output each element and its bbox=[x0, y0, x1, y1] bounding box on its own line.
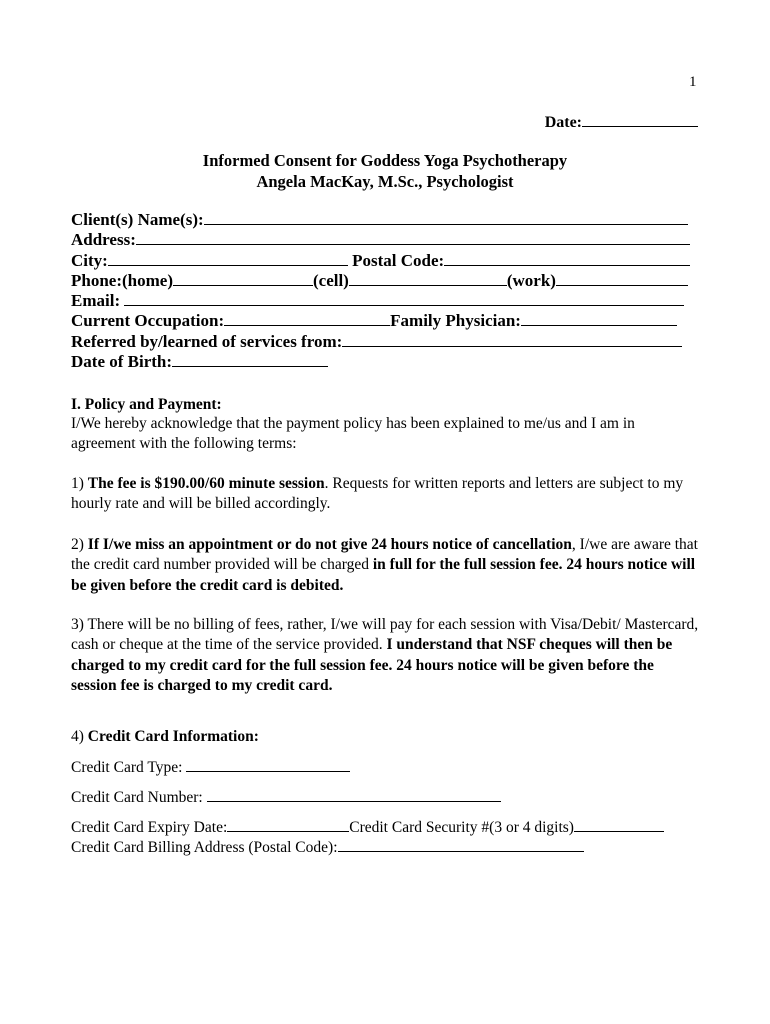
occupation-row bbox=[71, 311, 701, 331]
city-blank[interactable] bbox=[108, 251, 348, 266]
occupation-label: Current Occupation: bbox=[71, 311, 225, 331]
referred-blank[interactable] bbox=[342, 332, 682, 347]
cc-security-blank[interactable] bbox=[574, 817, 664, 832]
policy-heading bbox=[71, 395, 701, 415]
document-title bbox=[0, 150, 770, 192]
postal-code-blank[interactable] bbox=[444, 251, 690, 266]
page-number: 1 bbox=[689, 74, 697, 90]
client-names-row bbox=[71, 210, 701, 230]
cc-number-label: Credit Card Number: bbox=[71, 789, 203, 806]
date-label: Date: bbox=[544, 114, 582, 131]
cc-billing-row bbox=[71, 837, 584, 857]
dob-row bbox=[71, 352, 701, 372]
item-2-mid: , I/we are aware that the credit card number provided will be charged bbox=[71, 536, 698, 574]
item-2-number: 2) bbox=[71, 536, 88, 553]
policy-item-4 bbox=[71, 727, 701, 747]
client-info-fields bbox=[71, 210, 701, 372]
policy-item-2 bbox=[71, 535, 701, 596]
item-4-number: 4) bbox=[71, 728, 88, 745]
email-row bbox=[71, 291, 701, 311]
policy-intro: I/We hereby acknowledge that the payment policy has been explained to me/us and I am in agreement with the following terms: bbox=[71, 415, 635, 453]
phone-cell-label: (cell) bbox=[312, 270, 349, 290]
client-names-label: Client(s) Name(s): bbox=[71, 210, 204, 229]
item-2-bold-2: in full for the full session fee. 24 hours notice will be given before the credit card is debited. bbox=[71, 556, 696, 594]
policy-item-1 bbox=[71, 474, 701, 515]
cc-number-row bbox=[71, 787, 501, 807]
policy-heading-text: I. Policy and Payment: bbox=[71, 396, 222, 413]
cc-billing-label: Credit Card Billing Address (Postal Code): bbox=[71, 839, 338, 856]
physician-blank[interactable] bbox=[521, 311, 677, 326]
postal-code-label: Postal Code: bbox=[352, 250, 445, 270]
item-3-text: 3) There will be no billing of fees, rather, I/we will pay for each session with Visa/Debit/ Mastercard, cash or cheque at the time of the service provided. bbox=[71, 616, 699, 654]
phone-work-blank[interactable] bbox=[556, 271, 688, 286]
city-label: City: bbox=[71, 250, 108, 270]
address-label: Address: bbox=[71, 230, 136, 250]
email-blank[interactable] bbox=[124, 291, 684, 306]
address-row bbox=[71, 230, 701, 250]
cc-expiry-row bbox=[71, 817, 664, 837]
date-blank[interactable] bbox=[582, 112, 698, 127]
cc-expiry-label: Credit Card Expiry Date: bbox=[71, 819, 228, 836]
item-1-number: 1) bbox=[71, 475, 88, 492]
phone-row bbox=[71, 271, 701, 291]
cc-billing-blank[interactable] bbox=[338, 837, 584, 852]
cc-number-blank[interactable] bbox=[207, 787, 501, 802]
address-blank[interactable] bbox=[136, 230, 690, 245]
cc-security-label: Credit Card Security #(3 or 4 digits) bbox=[349, 819, 574, 836]
referred-row bbox=[71, 332, 701, 352]
phone-cell-blank[interactable] bbox=[349, 271, 507, 286]
item-1-rest: . Requests for written reports and letters are subject to my hourly rate and will be billed accordingly. bbox=[71, 475, 684, 513]
item-2-bold-1: If I/we miss an appointment or do not give 24 hours notice of cancellation bbox=[87, 536, 572, 553]
title-line-1: Informed Consent for Goddess Yoga Psychotherapy bbox=[202, 151, 568, 170]
referred-label: Referred by/learned of services from: bbox=[71, 331, 343, 351]
cc-type-label: Credit Card Type: bbox=[71, 759, 183, 776]
physician-label: Family Physician: bbox=[390, 311, 521, 331]
item-1-bold: The fee is $190.00/60 minute session bbox=[87, 475, 325, 492]
dob-blank[interactable] bbox=[172, 352, 328, 367]
dob-label: Date of Birth: bbox=[71, 352, 173, 372]
cc-type-row bbox=[71, 757, 350, 777]
policy-item-3 bbox=[71, 615, 701, 696]
item-3-bold: I understand that NSF cheques will then be charged to my credit card for the full session fee. 24 hours notice will be given before the session fee is charged to my credit card. bbox=[71, 636, 673, 694]
client-names-blank[interactable] bbox=[204, 210, 688, 225]
cc-expiry-blank[interactable] bbox=[227, 817, 349, 832]
occupation-blank[interactable] bbox=[224, 311, 390, 326]
title-line-2: Angela MacKay, M.Sc., Psychologist bbox=[256, 172, 514, 191]
date-field bbox=[545, 112, 698, 132]
email-label: Email: bbox=[71, 291, 121, 311]
item-4-bold: Credit Card Information: bbox=[87, 728, 259, 745]
city-row bbox=[71, 251, 701, 271]
cc-type-blank[interactable] bbox=[186, 757, 350, 772]
phone-home-blank[interactable] bbox=[173, 271, 313, 286]
phone-work-label: (work) bbox=[506, 270, 556, 290]
phone-home-label: Phone:(home) bbox=[71, 270, 173, 290]
